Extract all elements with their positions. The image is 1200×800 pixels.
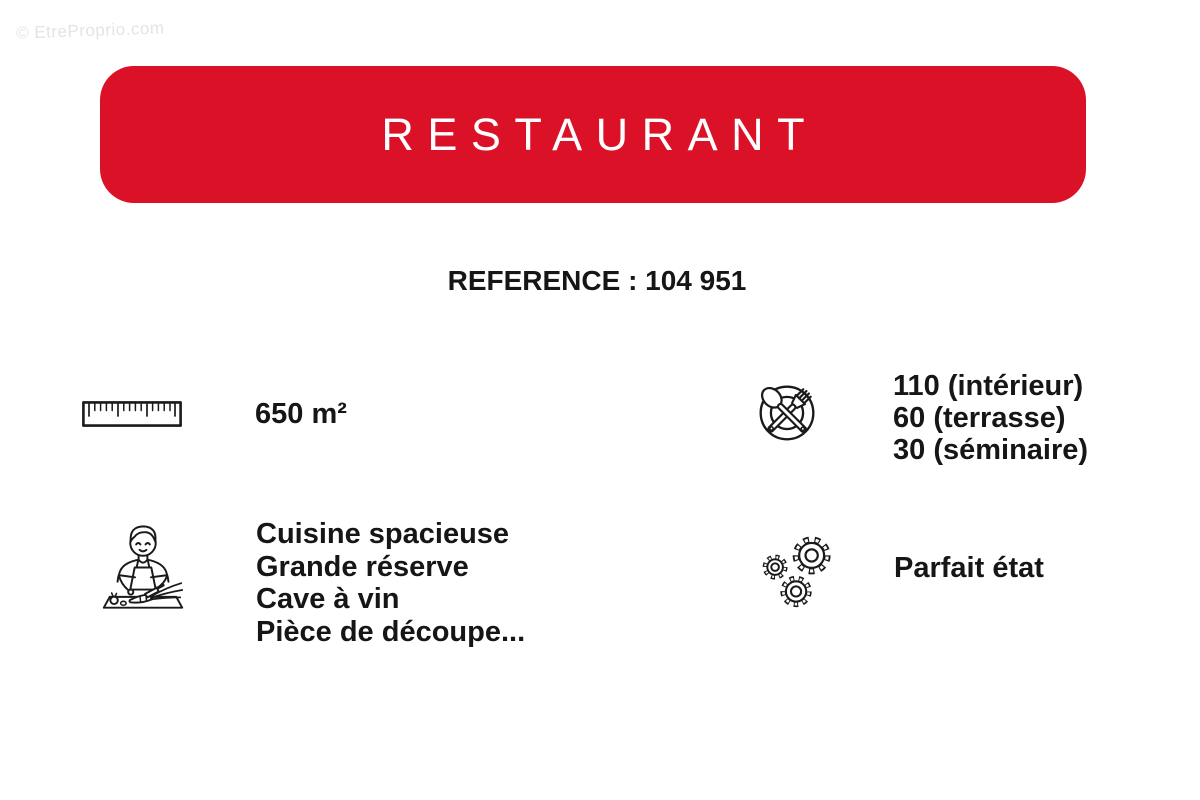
surface-value	[255, 398, 347, 430]
chef-cutting-icon	[94, 518, 192, 618]
condition-line: Parfait état	[894, 552, 1044, 584]
capacity-values	[893, 370, 1088, 466]
kitchen-amenities-list	[256, 518, 525, 648]
plate-cutlery-icon	[748, 372, 826, 452]
reference-label: REFERENCE : 104 951	[447, 265, 747, 296]
kitchen-line-3: Cave à vin	[256, 583, 400, 615]
capacity-line-seminar: 30 (séminaire)	[893, 434, 1089, 466]
title-banner	[100, 66, 1086, 203]
kitchen-line-1: Cuisine spacieuse	[256, 518, 510, 550]
kitchen-line-4: Pièce de découpe...	[256, 615, 526, 648]
kitchen-line-2: Grande réserve	[256, 550, 469, 583]
watermark-text: © EtreProprio.com	[15, 18, 165, 43]
capacity-line-terrace: 60 (terrasse)	[893, 402, 1066, 434]
page-title: RESTAURANT	[381, 108, 819, 160]
condition-value	[894, 552, 1044, 584]
surface-line: 650 m²	[255, 398, 347, 430]
gears-icon	[760, 529, 836, 613]
capacity-line-interior: 110 (intérieur)	[893, 370, 1084, 402]
ruler-icon	[82, 401, 182, 427]
